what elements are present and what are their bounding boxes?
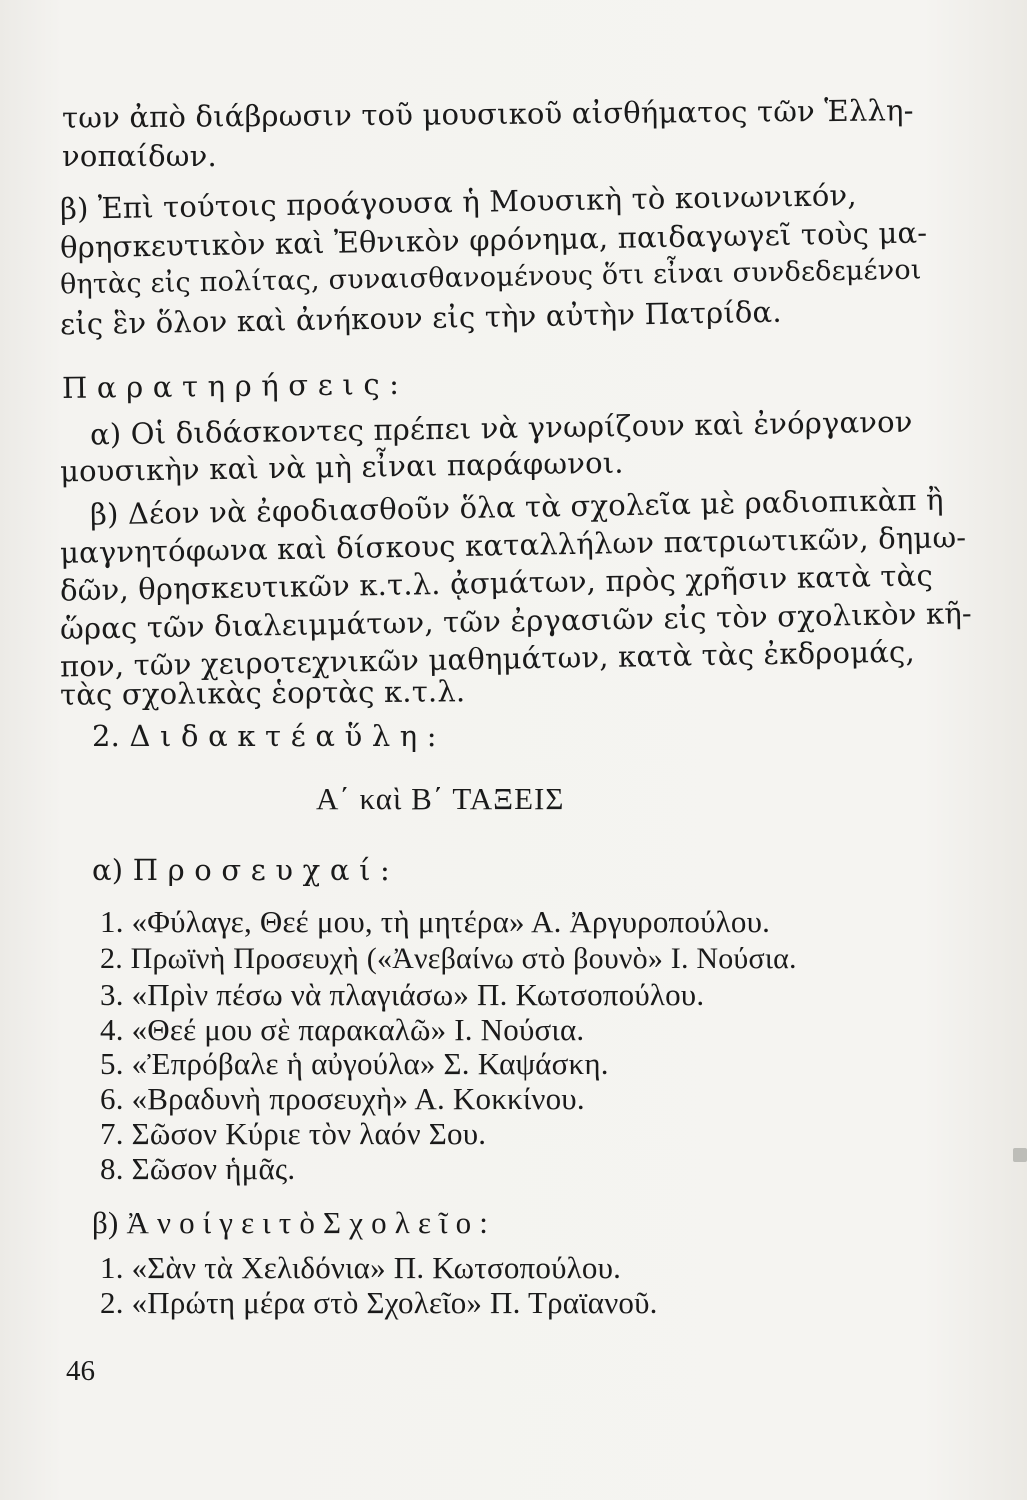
paragraph-line-13: ὥρας τῶν διαλειμμάτων, τῶν ἐργασιῶν εἰς τὸν σχολικὸν κῆ- xyxy=(59,596,973,646)
prayer-item-8: 8. Σῶσον ἡμᾶς. xyxy=(100,1151,296,1186)
paragraph-line-12: δῶν, θρησκευτικῶν κ.τ.λ. ᾀσμάτων, πρὸς χρῆσιν κατὰ τὰς xyxy=(59,558,934,608)
prayer-item-3: 3. «Πρὶν πέσω νὰ πλαγιάσω» Π. Κωτσοπούλου. xyxy=(100,977,705,1012)
prayer-item-2: 2. Πρωϊνὴ Προσευχὴ («Ἀνεβαίνω στὸ βουνὸ» Ι. Νούσια. xyxy=(100,942,797,975)
prayers-heading: α) Π ρ ο σ ε υ χ α ί : xyxy=(92,853,391,887)
observations-heading: Π α ρ α τ η ρ ή σ ε ι ς : xyxy=(61,366,400,406)
prayer-item-6: 6. «Βραδυνὴ προσευχὴ» Α. Κοκκίνου. xyxy=(100,1081,585,1116)
prayer-item-4: 4. «Θεέ μου σὲ παρακαλῶ» Ι. Νούσια. xyxy=(100,1012,585,1047)
page-number: 46 xyxy=(66,1355,95,1387)
paragraph-line-6: εἰς ἓν ὅλον καὶ ἀνήκουν εἰς τὴν αὐτὴν Πατρίδα. xyxy=(59,294,783,342)
paragraph-line-2: νοπαίδων. xyxy=(62,139,217,173)
paragraph-line-9: μουσικὴν καὶ νὰ μὴ εἶναι παράφωνοι. xyxy=(59,445,624,489)
paragraph-line-4: θρησκευτικὸν καὶ Ἐθνικὸν φρόνημα, παιδαγωγεῖ τοὺς μα- xyxy=(59,215,928,265)
paragraph-line-1: των ἀπὸ διάβρωσιν τοῦ μουσικοῦ αἰσθήματος τῶν Ἑλλη- xyxy=(61,93,914,135)
paragraph-line-14: πον, τῶν χειροτεχνικῶν μαθημάτων, κατὰ τὰς ἐκδρομάς, xyxy=(59,634,916,684)
paragraph-line-11: μαγνητόφωνα καὶ δίσκους καταλλήλων πατριωτικῶν, δημω- xyxy=(59,520,967,570)
prayer-item-1: 1. «Φύλαγε, Θεέ μου, τὴ μητέρα» Α. Ἀργυροπούλου. xyxy=(100,904,771,939)
prayer-item-5: 5. «Ἐπρόβαλε ἡ αὐγούλα» Σ. Καψάσκη. xyxy=(100,1046,609,1081)
paragraph-line-15: τὰς σχολικὰς ἑορτὰς κ.τ.λ. xyxy=(59,674,466,712)
prayer-item-7: 7. Σῶσον Κύριε τὸν λαόν Σου. xyxy=(100,1116,487,1151)
school-opens-heading: β) Ἀ ν ο ί γ ε ι τ ὸ Σ χ ο λ ε ῖ ο : xyxy=(92,1205,489,1240)
paragraph-line-8: α) Οἱ διδάσκοντες πρέπει νὰ γνωρίζουν καὶ ἐνόργανον xyxy=(89,404,913,452)
paragraph-line-10: β) Δέον νὰ ἐφοδιασθοῦν ὅλα τὰ σχολεῖα μὲ ραδιοπικὰπ ἢ xyxy=(89,482,945,532)
paragraph-line-3: β) Ἐπὶ τούτοις προάγουσα ἡ Μουσικὴ τὸ κοινωνικόν, xyxy=(59,178,858,226)
paragraph-line-5: θητὰς εἰς πολίτας, συναισθανομένους ὅτι εἶναι συνδεδεμένοι xyxy=(59,254,922,301)
school-song-1: 1. «Σὰν τὰ Χελιδόνια» Π. Κωτσοπούλου. xyxy=(100,1250,622,1285)
scan-edge-mark xyxy=(1013,1148,1027,1162)
section-heading: Α΄ καὶ Β΄ ΤΑΞΕΙΣ xyxy=(316,781,565,816)
teaching-material-heading: 2. Δ ι δ α κ τ έ α ὕ λ η : xyxy=(92,719,437,753)
school-song-2: 2. «Πρώτη μέρα στὸ Σχολεῖο» Π. Τραϊανοῦ. xyxy=(100,1285,658,1320)
